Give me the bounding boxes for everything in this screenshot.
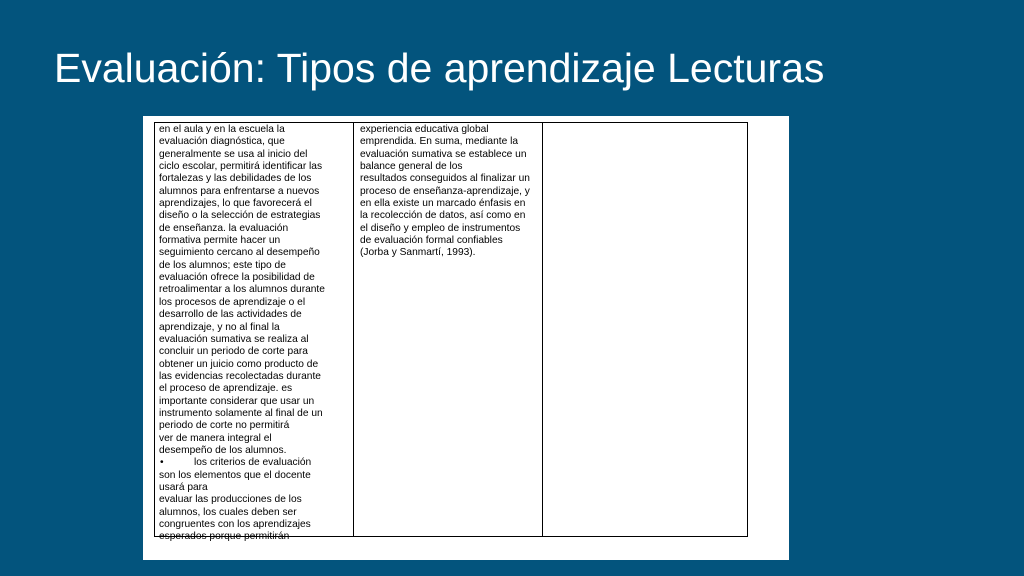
text-line: seguimiento cercano al desempeño [159, 247, 320, 259]
text-line: de enseñanza. la evaluación [159, 222, 289, 234]
text-line: aprendizajes, lo que favorecerá el [159, 198, 312, 210]
table-cell-column-1 [155, 123, 353, 543]
text-line: retroalimentar a los alumnos durante [159, 284, 325, 296]
text-line: instrumento solamente al final de un [159, 407, 323, 419]
text-line: alumnos para enfrentarse a nuevos [159, 185, 320, 197]
text-line: emprendida. En suma, mediante la [360, 136, 518, 148]
text-line: formativa permite hacer un [159, 235, 281, 247]
text-line: usará para [159, 481, 208, 493]
text-line: obtener un juicio como producto de [159, 358, 319, 370]
text-line: (Jorba y Sanmartí, 1993). [360, 247, 476, 259]
bullet-list-item [159, 457, 353, 469]
text-line: periodo de corte no permitirá [159, 420, 290, 432]
text-line: el proceso de aprendizaje. es [159, 383, 293, 395]
text-line: importante considerar que usar un [159, 395, 315, 407]
document-table [154, 122, 748, 543]
text-line: ciclo escolar, permitirá identificar las [159, 161, 323, 173]
text-line: alumnos, los cuales deben ser [159, 506, 297, 518]
text-line: son los elementos que el docente [159, 469, 311, 481]
slide-title: Evaluación: Tipos de aprendizaje Lecturas [54, 45, 825, 91]
text-line: en el aula y en la escuela la [159, 124, 285, 135]
bullet-icon: • [160, 457, 164, 469]
text-line: desempeño de los alumnos. [159, 444, 287, 456]
table-cell-column-2 [353, 123, 542, 536]
text-line: experiencia educativa global [360, 124, 489, 135]
text-line: proceso de enseñanza-aprendizaje, y [360, 185, 530, 197]
text-line: las evidencias recolectadas durante [159, 370, 321, 382]
text-line: esperados porque permitirán [159, 531, 290, 543]
text-line: diseño o la selección de estrategias [159, 210, 321, 222]
text-line: de evaluación formal confiables [360, 235, 503, 247]
text-line: de los alumnos; este tipo de [159, 259, 286, 271]
text-line: ver de manera integral el [159, 432, 272, 444]
text-line: aprendizaje, y no al final la [159, 321, 280, 333]
text-line: la recolección de datos, así como en [360, 210, 526, 222]
text-line: los procesos de aprendizaje o el [159, 296, 306, 308]
text-line: evaluar las producciones de los [159, 494, 302, 506]
document-image [143, 116, 789, 560]
text-line: resultados conseguidos al finalizar un [360, 173, 530, 185]
text-line: concluir un periodo de corte para [159, 346, 308, 358]
column-1-text [159, 124, 353, 544]
text-line: evaluación sumativa se establece un [360, 148, 527, 160]
text-line: evaluación sumativa se realiza al [159, 333, 309, 345]
text-line: congruentes con los aprendizajes [159, 519, 311, 530]
table-cell-column-3 [542, 123, 747, 536]
text-line: balance general de los [360, 161, 463, 173]
column-2-text [360, 124, 542, 260]
text-line: evaluación ofrece la posibilidad de [159, 272, 315, 284]
text-line: el diseño y empleo de instrumentos [360, 222, 521, 234]
text-line: evaluación diagnóstica, que [159, 136, 285, 148]
text-line: fortalezas y las debilidades de los [159, 173, 312, 185]
bullet-text: los criterios de evaluación [194, 457, 312, 469]
text-line: generalmente se usa al inicio del [159, 148, 308, 160]
text-line: desarrollo de las actividades de [159, 309, 302, 321]
text-line: en ella existe un marcado énfasis en [360, 198, 526, 210]
